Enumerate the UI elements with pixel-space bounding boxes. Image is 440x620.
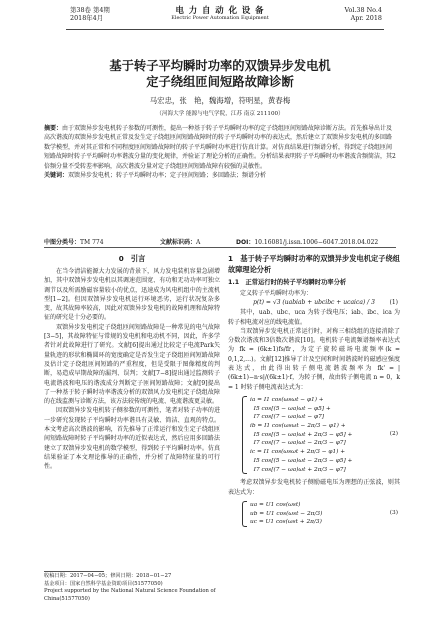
equation-row: I5 cos[(5 − ωa)ωt + 2π/3 − φ5] + [250,431,353,438]
equation-row: I7 cos[(7 − ωa)ωt + 2π/3 − φ7] [250,466,346,473]
clc-label: 中图分类号： [44,239,81,246]
equation-row: I7 cos[(7 − ωa)ωt − φ7] [250,414,325,421]
right-column [228,251,400,531]
equation-3-rows [242,501,400,527]
abstract-rule [44,247,396,248]
body-paragraph-1: 定义转子平均瞬时功率为： [240,290,313,297]
paper-title-line2: 定子绕组匝间短路故障诊断 [146,75,294,89]
keywords-label: 关键词： [44,172,69,180]
equation-1 [228,298,400,308]
doi-value: 10.16081/j.issn.1006−6047.2018.04.022 [254,239,379,246]
header-volume-cn: 第38卷 第4期 [70,6,110,14]
paper-title [0,58,440,90]
footnote [44,573,222,603]
paper-title-line1: 基于转子平均瞬时功率的双馈异步发电机 [109,59,331,73]
equation-row: uc = U1 cos(ωst + 2π/3) [250,519,322,526]
doi [236,238,378,247]
equation-row: ic = I1 cos(ωsωt + 2π/3 − φ1) + [250,449,346,456]
equation-row: ib = I1 cos(ωsωt − 2π/3 − φ1) + [250,423,346,430]
keywords-text: 双馈异步发电机；转子平均瞬时功率；定子匝间短路；多回路法；频谱分析 [68,172,267,180]
doi-label: DOI： [236,239,255,246]
footnote-dates: 收稿日期：2017−04−05；修回日期：2018−01−27 [44,573,172,579]
header-volume-en: Vol.38 No.4 [344,6,382,14]
subsection-1-1-heading: 1.1 正常运行时的转子平均瞬时功率分析 [228,279,347,286]
header-volume-en-block [344,6,382,22]
intro-paragraph-2: 双馈异步发电机定子绕组匝间短路故障是一种常见的电气故障[3−5]，其故障特征与常规的发电机和电动机不同，因此，许多学者针对此故障进行了研究。文献[6]提出通过比较定子电流Park矢量轨迹的形状和椭圆环的宽度确定是否发生定子绕组匝间短路故障及估计定子绕组匝间短路的严重程度，但是受限于图像精度的判断，易造成早期故障的漏判、误判；文献[7−8]提出通过监测转子电流谐波和电压的谐波成分判断定子匝间短路故障；文献[9]提出了一种基于转子瞬时功率谐波分析的双馈风力发电机定子绕组故障的在线监测与诊断方法，该方法较传统的电流、电流谐波更灵敏。 [44,323,220,406]
intro-paragraph-3: 因双馈异步发电机转子侧参数的可测性，笔者对转子功率的进一步研究发现转子平均瞬时功率谐具有灵敏、简洁、直观的特点。本文考虑高次谐波的影响，首先推导了正常运行和发生定子绕组匝间短路故障时转子平均瞬时功率的近似表达式，然后应用多回路法建立了双馈异步发电机的数学模型，得到转子平均瞬时功率。仿真结果验证了本文理论推导的正确性，并分析了故障特征量的可行性。 [44,407,220,471]
journal-header [0,0,440,36]
abstract-block [44,124,396,180]
footnote-rule [44,571,104,572]
equation-row: I5 cos[(5 − ωa)ωt − φ5] + [250,405,331,412]
doc-code-value: A [196,239,201,246]
header-date-cn: 2018年4月 [70,14,104,22]
body-paragraph-4: 考虑双馈异步发电机转子侧励磁电压为理想的正弦波，则其表达式为： [228,479,400,496]
header-date-en: Apr. 2018 [350,14,382,22]
equation-2-rows [242,396,400,474]
footnote-fund-cn: 基金项目：国家自然科学基金资助项目(51577050) [44,580,163,587]
equation-2-brace [242,396,247,474]
equation-3-number: (3) [389,509,398,516]
clc-number [44,238,104,247]
equation-row: ua = U1 cos(ωst) [250,501,301,508]
section-1-heading: 1 基于转子平均瞬时功率的双馈异步发电机定子绕组故障理论分析 [228,254,400,274]
equation-row: I7 cos[(7 − ωa)ωt − 2π/3 − φ7] [250,440,346,447]
body-paragraph-3: 当双馈异步发电机正常运行时，对称三相绕组的连接消除了分数次谐波和3倍数次谐波[10]。电机转子电流频谱频率表达式为 fk = (6k±1)fs/fr，为定子旋转磁场电流频率(k = 0,1,2,…)。文献[12]推导了计及空间和时间谐波时的磁感应强度表达式，由此得出转子侧电流谐波频率为 fk' = |(6k±1)−n·s|/(6k±1)·f，为转子侧，故由转子侧电流 n = 0，k = 1 时转子侧电流表达式为： [228,327,400,391]
intro-paragraph-1: 在当今清洁能源大力发展的背景下，风力发电装机容量急剧增加，其中双馈异步发电机以其调速范围宽、有功和无功功率可独立调节以及所需励磁容量较小的优点，迅速成为风电机组中的主流机型[1−2]。但因双馈异步发电机运行环境恶劣，运行状况复杂多变，故其故障率较高，因此对双馈异步发电机的故障机理和故障特征的研究是十分必要的。 [44,268,220,322]
journal-name-cn: 电 力 自 动 化 设 备 [175,5,265,15]
equation-1-body: p(t) = √3 (uabiab + ubcibc + ucaica) / 3 [253,299,375,307]
abstract [44,124,396,171]
equation-row: ia = I1 cos(ωsωt − φ1) + [250,396,324,403]
equation-3 [242,501,400,527]
footnote-fund-en: Project supported by the National Natural Science Foundation of China(51577050) [44,588,216,602]
equation-row: ub = U1 cos(ωst − 2π/3) [250,510,323,517]
equation-3-brace [242,501,247,527]
body-paragraph-2: 其中，uab、ubc、uca 为转子线电压；iab、ibc、ica 为转子相电流对应的线电流值。 [228,309,400,326]
section-0-heading: 0 引言 [118,254,146,263]
paper-affiliation: （河海大学 能源与电气学院，江苏 南京 211100） [156,111,284,117]
equation-1-number: (1) [389,299,398,307]
equation-2-number: (2) [389,431,398,438]
document-code [160,238,200,247]
doc-code-label: 文献标识码： [160,239,197,246]
left-column [44,251,220,472]
clc-value: TM 774 [80,239,104,246]
equation-row: I5 cos[(5 − ωa)ωt − 2π/3 − φ5] + [250,457,353,464]
abstract-label: 摘要： [44,125,63,132]
paper-authors: 马宏忠，张 艳，魏海增，符明星，黄春梅 [149,96,291,105]
equation-2 [242,396,400,474]
journal-name-en: Electric Power Automation Equipment [171,15,269,21]
keywords [44,171,396,180]
abstract-text: 由于双馈异步发电机转子参数的可测性，提出一种基于转子平均瞬时功率的定子绕组匝间短路故障诊断方法。首先推导出计及高次谐波的双馈异步发电机正常及发生定子绕组匝间短路故障时的转子平均瞬时功率的表达式，然后建立了双馈异步发电机的多回路数学模型，并对其正常和不同程度匝间短路故障时的转子平均瞬时功率进行仿真计算。对仿真结果进行频谱分析，得到定子绕组匝间短路故障时转子平均瞬时功率谐波分量的变化规律，并验证了理论分析的正确性。分析结果表明转子平均瞬时功率谐波含频简洁，其2倍频分量不受转差率影响，高次谐波分量对定子绕组匝间短路故障有较强的灵敏性。 [44,125,396,170]
header-rule [66,29,384,30]
